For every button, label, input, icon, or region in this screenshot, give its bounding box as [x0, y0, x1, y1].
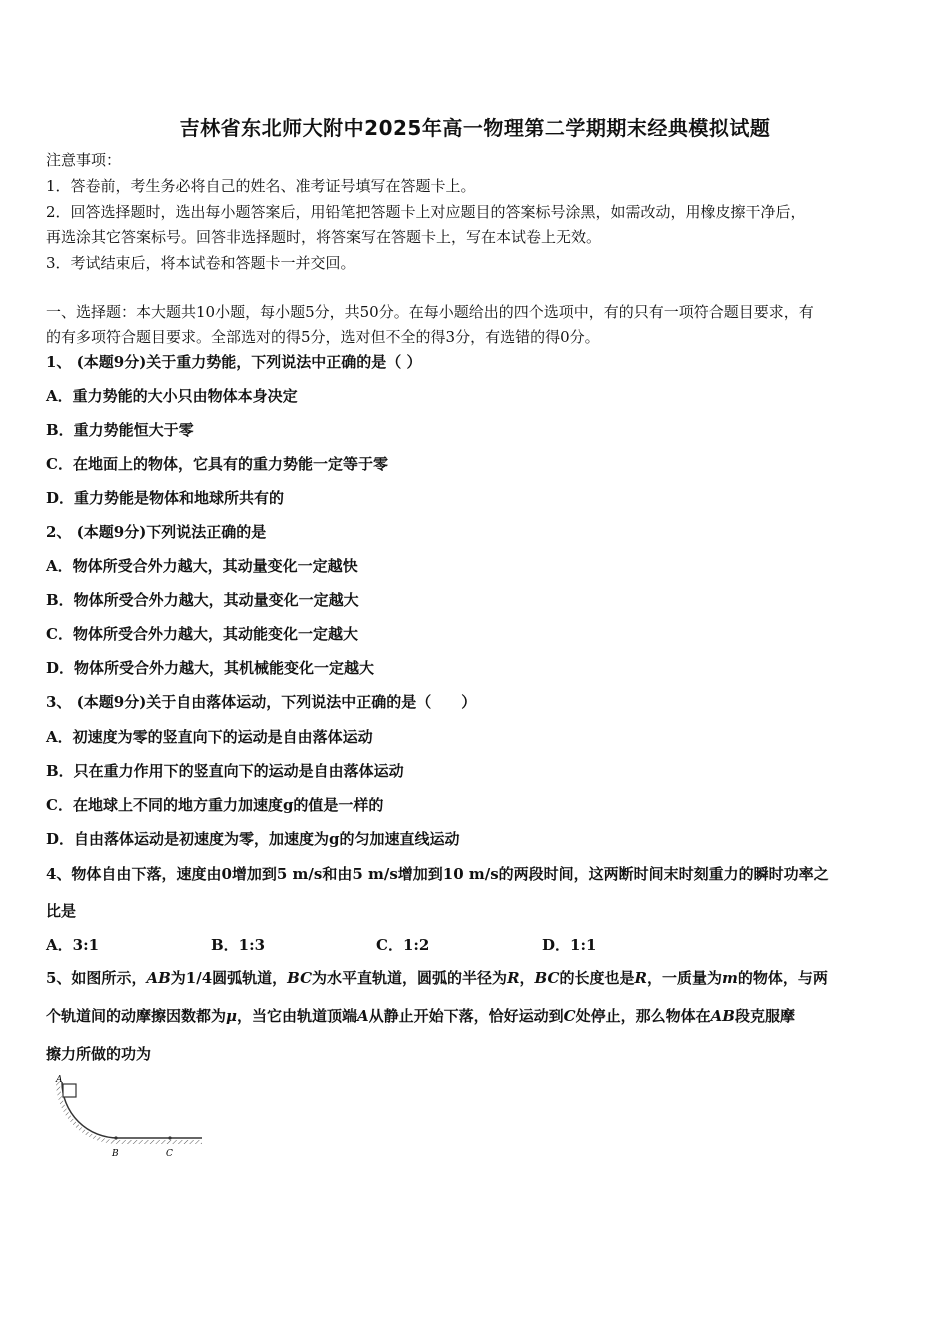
question-4-option-d: D．1:1	[542, 936, 597, 954]
question-3-option-b: B．只在重力作用下的竖直向下的运动是自由落体运动	[46, 762, 404, 780]
notice-heading: 注意事项：	[46, 151, 122, 169]
question-5-stem-line-2: 个轨道间的动摩擦因数都为μ，当它由轨道顶端A从静止开始下落，恰好运动到C处停止，那么物体在AB段克服摩	[46, 1007, 795, 1025]
question-1-option-c: C．在地面上的物体，它具有的重力势能一定等于零	[46, 455, 388, 473]
figure-label-b: B	[112, 1149, 119, 1159]
section-header-line-2: 的有多项符合题目要求。全部选对的得5分，选对但不全的得3分，有选错的得0分。	[46, 328, 600, 346]
notice-item-3: 3．考试结束后，将本试卷和答题卡一并交回。	[46, 254, 356, 272]
question-3-option-a: A．初速度为零的竖直向下的运动是自由落体运动	[46, 728, 373, 746]
question-5-stem-line-3: 擦力所做的功为	[46, 1045, 152, 1063]
question-4-option-c: C．1:2	[376, 936, 430, 954]
figure-label-a: A	[56, 1075, 63, 1085]
question-2-option-d: D．物体所受合外力越大，其机械能变化一定越大	[46, 659, 375, 677]
question-2-option-a: A．物体所受合外力越大，其动量变化一定越快	[46, 557, 358, 575]
question-5-figure	[50, 1074, 210, 1164]
notice-item-2: 2．回答选择题时，选出每小题答案后，用铅笔把答题卡上对应题目的答案标号涂黑，如需改动，用橡皮擦干净后，	[46, 203, 806, 221]
question-2-option-c: C．物体所受合外力越大，其动能变化一定越大	[46, 625, 358, 643]
notice-item-2-cont: 再选涂其它答案标号。回答非选择题时，将答案写在答题卡上，写在本试卷上无效。	[46, 228, 602, 246]
page-title: 吉林省东北师大附中2025年高一物理第二学期期末经典模拟试题	[179, 116, 771, 140]
ground-hatching	[56, 1082, 202, 1144]
question-4-stem-line-1: 4、物体自由下落，速度由0增加到5 m/s和由5 m/s增加到10 m/s的两段时间，这两断时间末时刻重力的瞬时功率之	[46, 865, 829, 883]
question-1-option-d: D．重力势能是物体和地球所共有的	[46, 489, 285, 507]
notice-item-1: 1．答卷前，考生务必将自己的姓名、准考证号填写在答题卡上。	[46, 177, 476, 195]
question-1-option-a: A．重力势能的大小只由物体本身决定	[46, 387, 298, 405]
question-4-option-a: A．3:1	[46, 936, 100, 954]
block-icon	[63, 1084, 76, 1097]
question-3-stem: 3、 (本题9分)关于自由落体运动，下列说法中正确的是（ ）	[46, 693, 477, 711]
question-2-option-b: B．物体所受合外力越大，其动量变化一定越大	[46, 591, 359, 609]
question-4-option-b: B．1:3	[211, 936, 266, 954]
question-2-stem: 2、 (本题9分)下列说法正确的是	[46, 523, 267, 541]
figure-label-c: C	[166, 1149, 173, 1159]
question-3-option-c: C．在地球上不同的地方重力加速度g的值是一样的	[46, 796, 384, 814]
point-b-marker	[114, 1136, 117, 1139]
point-c-marker	[168, 1136, 171, 1139]
question-3-option-d: D．自由落体运动是初速度为零，加速度为g的匀加速直线运动	[46, 830, 460, 848]
question-1-stem: 1、 (本题9分)关于重力势能，下列说法中正确的是（ ）	[46, 353, 422, 371]
section-header-line-1: 一、选择题：本大题共10小题，每小题5分，共50分。在每小题给出的四个选项中，有的只有一项符合题目要求，有	[46, 303, 814, 321]
question-4-stem-line-2: 比是	[46, 902, 77, 920]
question-1-option-b: B．重力势能恒大于零	[46, 421, 194, 439]
question-4-options	[46, 934, 906, 954]
question-5-stem-line-1: 5、如图所示，AB为1/4圆弧轨道，BC为水平直轨道，圆弧的半径为R，BC的长度也是R，一质量为m的物体，与两	[46, 969, 828, 987]
